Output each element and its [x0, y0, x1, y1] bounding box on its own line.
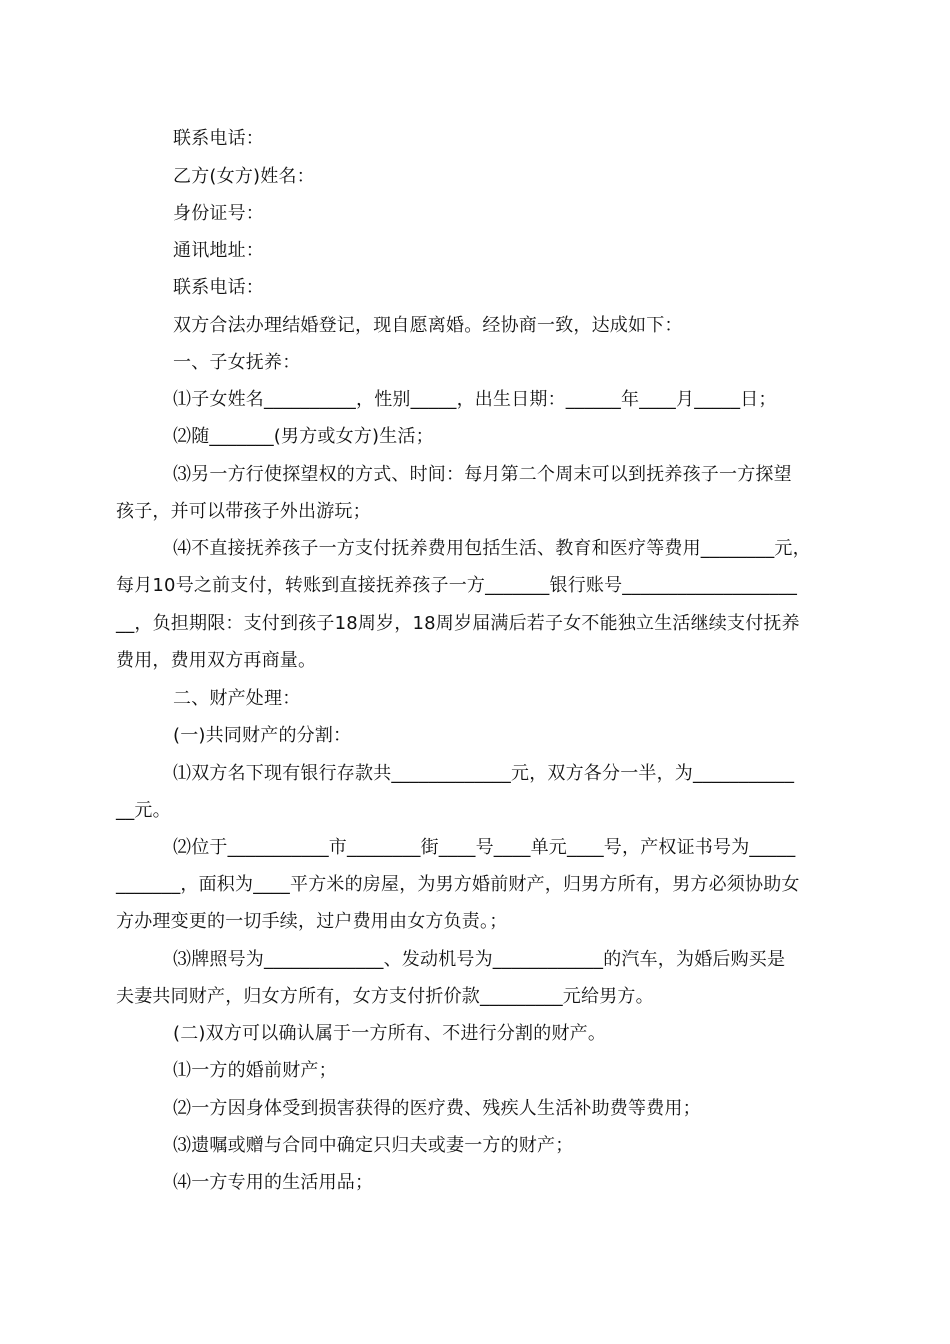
agreement-intro: 双方合法办理结婚登记，现自愿离婚。经协商一致，达成如下： — [173, 315, 683, 336]
clause-support-fee: ⑷不直接抚养孩子一方支付抚养费用包括生活、教育和医疗等费用________元， — [173, 538, 811, 559]
clause-support-fee-cont-3: 费用，费用双方再商量。 — [116, 650, 317, 671]
address-line: 通讯地址： — [173, 240, 264, 261]
id-number-line: 身份证号： — [173, 203, 264, 224]
clause-live-with: ⑵随_______(男方或女方)生活； — [173, 426, 434, 447]
clause-injury-compensation: ⑵一方因身体受到损害获得的医疗费、残疾人生活补助费等费用； — [173, 1098, 701, 1119]
clause-visitation-cont: 孩子，并可以带孩子外出游玩； — [116, 501, 371, 522]
clause-bank-deposit-cont: __元。 — [116, 800, 171, 821]
contact-phone-line-2: 联系电话： — [173, 277, 264, 298]
party-b-name-line: 乙方(女方)姓名： — [173, 166, 315, 187]
section-heading-property: 二、财产处理： — [173, 688, 301, 709]
contact-phone-line-1: 联系电话： — [173, 128, 264, 149]
clause-premarital-property: ⑴一方的婚前财产； — [173, 1060, 337, 1081]
clause-bank-deposit: ⑴双方名下现有银行存款共_____________元，双方各分一半，为___________ — [173, 763, 795, 784]
section-heading-child-custody: 一、子女抚养： — [173, 352, 301, 373]
clause-house: ⑵位于___________市________街____号____单元____号，产权证书号为_____ — [173, 837, 796, 858]
clause-house-cont-1: _______，面积为____平方米的房屋，为男方婚前财产，归男方所有，男方必须协助女 — [116, 874, 800, 895]
subsection-separate-property: (二)双方可以确认属于一方所有、不进行分割的财产。 — [173, 1023, 607, 1044]
subsection-joint-property: (一)共同财产的分割： — [173, 725, 352, 746]
clause-support-fee-cont-2: __，负担期限：支付到孩子18周岁，18周岁届满后若子女不能独立生活继续支付抚养 — [116, 613, 800, 634]
clause-personal-items: ⑷一方专用的生活用品； — [173, 1172, 374, 1193]
clause-car: ⑶牌照号为_____________、发动机号为____________的汽车，为婚后购买是 — [173, 949, 786, 970]
clause-support-fee-cont-1: 每月10号之前支付，转账到直接抚养孩子一方_______银行账号___________________ — [116, 575, 798, 596]
clause-house-cont-2: 方办理变更的一切手续，过户费用由女方负责。； — [116, 911, 508, 932]
clause-visitation: ⑶另一方行使探望权的方式、时间：每月第二个周末可以到抚养孩子一方探望 — [173, 464, 792, 485]
clause-child-name: ⑴子女姓名__________，性别_____，出生日期：______年____月_____日； — [173, 389, 777, 410]
clause-will-or-gift: ⑶遗嘱或赠与合同中确定只归夫或妻一方的财产； — [173, 1135, 574, 1156]
clause-car-cont: 夫妻共同财产，归女方所有，女方支付折价款_________元给男方。 — [116, 986, 654, 1007]
